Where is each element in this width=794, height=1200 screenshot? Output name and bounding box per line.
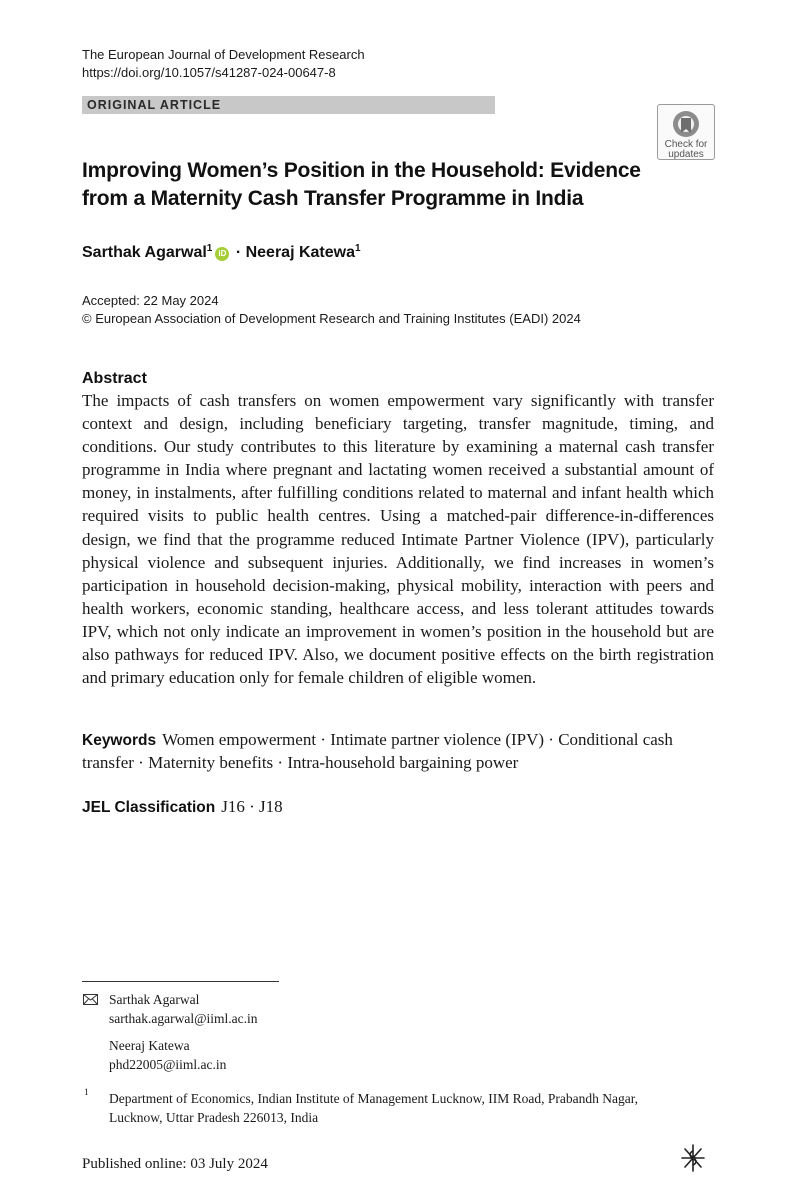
- published-date: Published online: 03 July 2024: [82, 1156, 268, 1172]
- correspondence-author-name: Sarthak Agarwal: [109, 992, 200, 1007]
- orcid-icon[interactable]: iD: [215, 247, 229, 261]
- journal-name: The European Journal of Development Research: [82, 47, 365, 62]
- second-author-name: Neeraj Katewa: [109, 1038, 190, 1053]
- jel-block: [82, 796, 283, 819]
- author-affiliation-mark: 1: [354, 243, 361, 254]
- correspondence-author-email[interactable]: sarthak.agarwal@iiml.ac.in: [109, 1011, 258, 1026]
- check-for-updates-button[interactable]: [657, 104, 715, 160]
- second-author-email[interactable]: phd22005@iiml.ac.in: [109, 1057, 227, 1072]
- footnote-divider: [82, 981, 279, 982]
- keywords-text: Women empowerment · Intimate partner violence (IPV) · Conditional cash transfer · Maternity benefits · Intra-household bargaining power: [82, 730, 673, 772]
- check-for-updates-line2: updates: [668, 149, 704, 160]
- check-for-updates-icon: [671, 109, 701, 139]
- affiliation-number: 1: [84, 1088, 89, 1098]
- article-type-label: ORIGINAL ARTICLE: [87, 98, 222, 112]
- doi-link[interactable]: https://doi.org/10.1057/s41287-024-00647-8: [82, 65, 336, 80]
- author-name: Neeraj Katewa: [245, 244, 355, 261]
- author-name: Sarthak Agarwal: [82, 244, 207, 261]
- keywords-label: Keywords: [82, 732, 157, 749]
- author-affiliation-mark: 1: [206, 243, 213, 254]
- accepted-date: Accepted: 22 May 2024: [82, 293, 219, 308]
- check-for-updates-line1: Check for: [664, 139, 708, 150]
- copyright-line: © European Association of Development Research and Training Institutes (EADI) 2024: [82, 311, 581, 326]
- jel-label: JEL Classification: [82, 799, 216, 816]
- author-separator: ·: [235, 244, 242, 261]
- abstract-heading: Abstract: [82, 370, 147, 387]
- keywords-block: [82, 729, 714, 774]
- abstract-text: The impacts of cash transfers on women empowerment vary significantly with transfer context and design, including beneficiary targeting, transfer magnitude, timing, and conditions. Our study contributes to this literature by examining a maternal cash transfer programme in India where pregnant and lactating women received a substantial amount of money, in instalments, after fulfilling conditions related to maternal and infant health which required visits to public health centres. Using a matched-pair difference-in-differences design, we find that the programme reduced Intimate Partner Violence (IPV), particularly physical violence and subsequent injuries. Additionally, we find increases in women’s participation in household decision-making, physical mobility, interaction with peers and health workers, economic standing, healthcare access, and less tolerant attitudes towards IPV, which not only indicate an improvement in women’s position in the household but are also pathways for reduced IPV. Also, we document positive effects on the birth registration and primary education only for female children of eligible women.: [82, 391, 714, 688]
- author-list: [82, 242, 361, 264]
- jel-codes: J16 · J18: [221, 797, 283, 816]
- envelope-icon: [83, 994, 98, 1005]
- article-title: Improving Women’s Position in the Household: Evidence from a Maternity Cash Transfer Programme in India: [82, 159, 641, 210]
- springer-horse-icon: [679, 1143, 707, 1173]
- affiliation-text: Department of Economics, Indian Institute of Management Lucknow, IIM Road, Prabandh Nagar, Lucknow, Uttar Pradesh 226013, India: [109, 1091, 639, 1125]
